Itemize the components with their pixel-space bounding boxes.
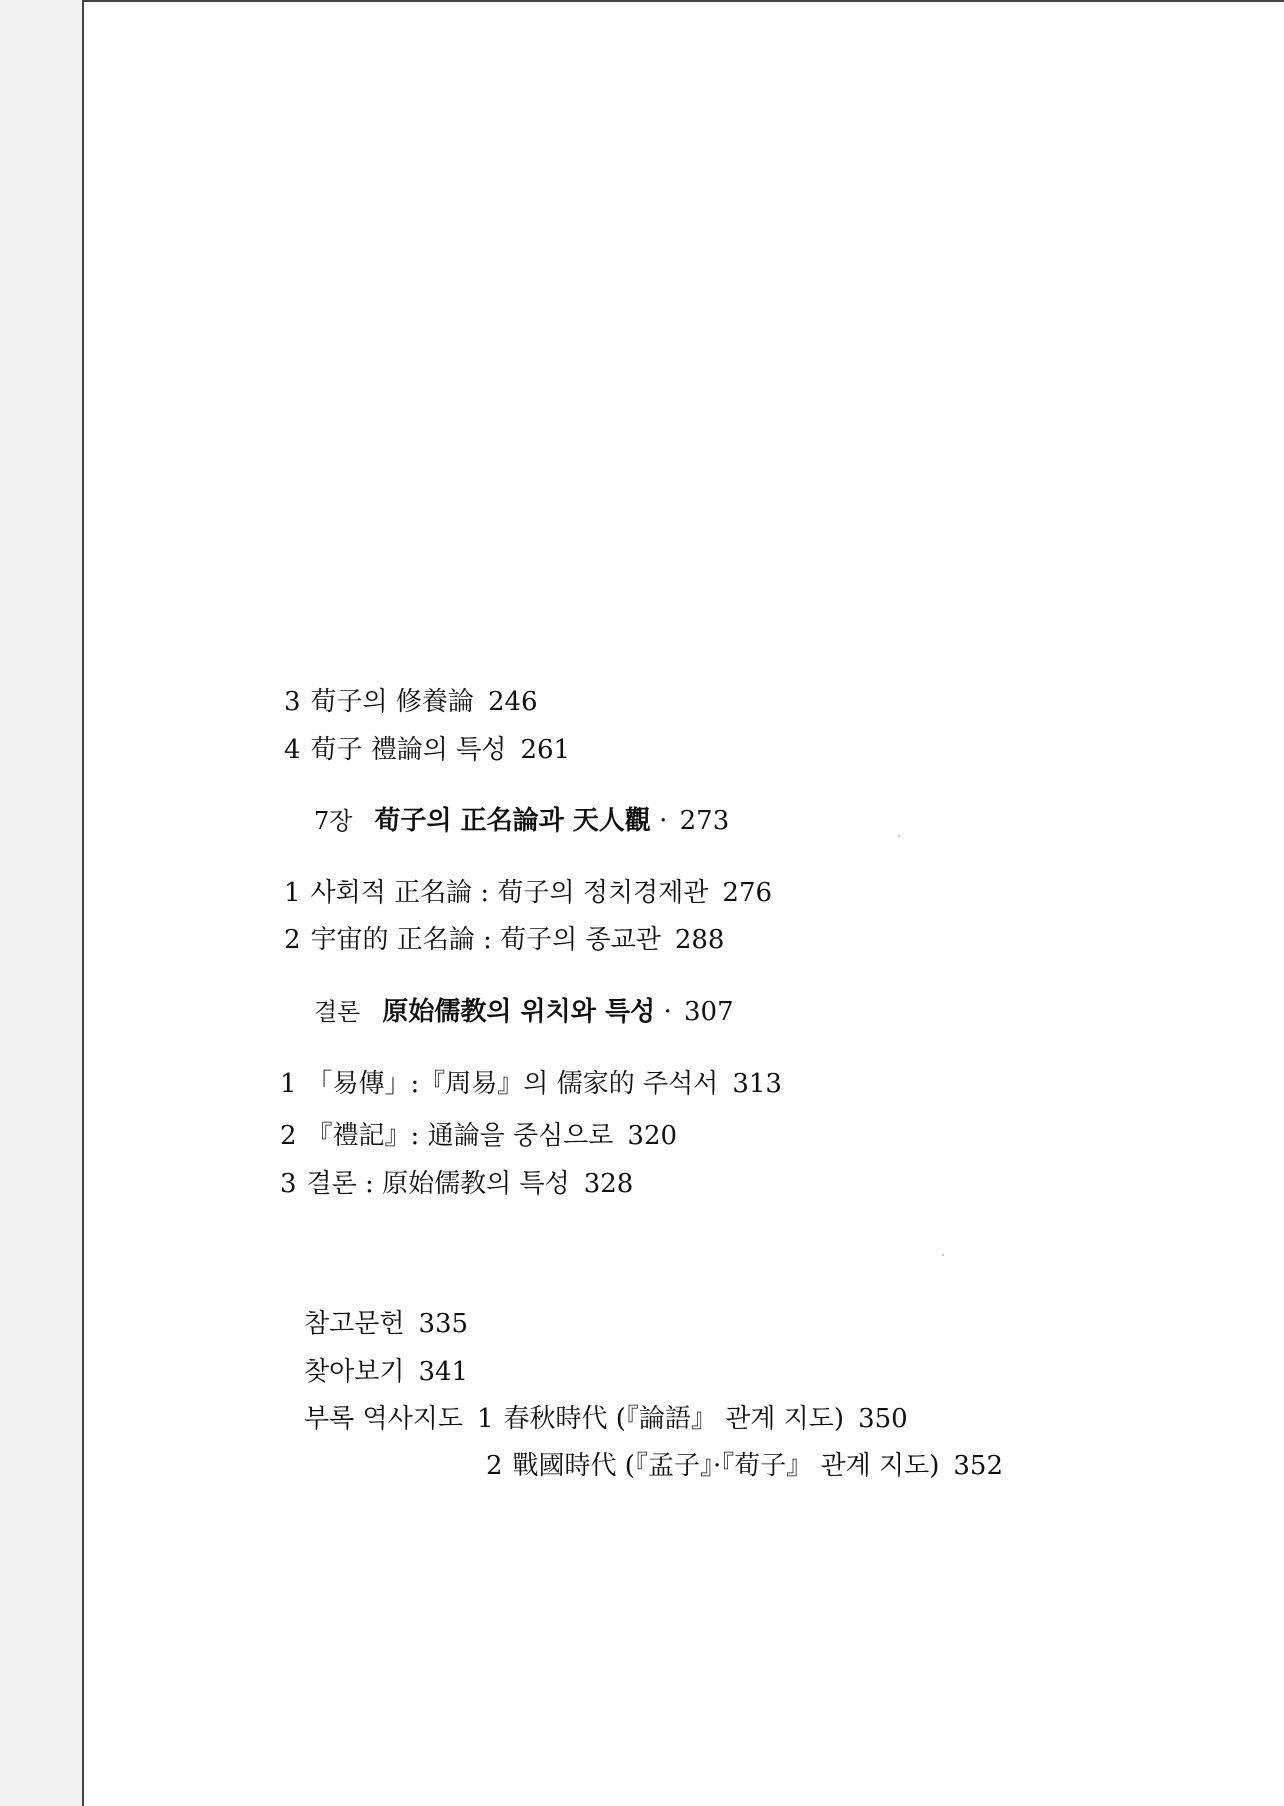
entry-title: 宇宙的 正名論 : 荀子의 종교관	[310, 925, 661, 955]
toc-entry	[284, 687, 538, 718]
chapter-page: 273	[679, 806, 730, 836]
toc-entry	[284, 925, 724, 956]
entry-number: 1	[476, 1404, 494, 1434]
entry-page: 350	[858, 1404, 908, 1434]
entry-page: 313	[732, 1069, 782, 1099]
toc-entry-appendix	[304, 1404, 908, 1435]
entry-number: 3	[284, 687, 301, 717]
toc-entry	[280, 1169, 633, 1200]
chapter-label: 결론	[314, 998, 361, 1026]
entry-number: 4	[284, 735, 301, 765]
appendix-label: 부록 역사지도	[304, 1404, 463, 1434]
entry-title: 참고문헌	[304, 1309, 405, 1339]
entry-page: 276	[722, 878, 773, 908]
entry-title: 찾아보기	[304, 1357, 405, 1387]
entry-page: 320	[627, 1121, 678, 1151]
entry-page: 352	[953, 1451, 1003, 1481]
entry-title: 戰國時代 (『孟子』·『荀子』 관계 지도)	[512, 1451, 940, 1481]
toc-entry-appendix	[486, 1451, 1003, 1482]
chapter-separator: ·	[659, 806, 668, 836]
scan-speck	[898, 835, 900, 837]
chapter-label: 7장	[314, 807, 353, 835]
entry-page: 341	[418, 1357, 469, 1387]
entry-number: 2	[284, 925, 301, 955]
book-page	[82, 0, 1284, 1806]
chapter-title: 荀子의 正名論과 天人觀	[374, 806, 651, 836]
entry-title: 결론 : 原始儒教의 특성	[306, 1169, 570, 1199]
entry-number: 1	[280, 1069, 297, 1099]
entry-page: 335	[418, 1309, 469, 1339]
entry-page: 288	[674, 925, 725, 955]
entry-title: 『禮記』: 通論을 중심으로	[306, 1121, 614, 1151]
scan-speck	[942, 1254, 944, 1256]
entry-page: 246	[487, 687, 538, 717]
entry-title: 荀子의 修養論	[310, 687, 474, 717]
entry-title: 荀子 禮論의 특성	[310, 735, 507, 765]
entry-number: 3	[280, 1169, 297, 1199]
toc-entry	[280, 1121, 677, 1152]
entry-number: 2	[486, 1451, 503, 1481]
entry-title: 사회적 正名論 : 荀子의 정치경제관	[310, 878, 709, 908]
toc-entry-index	[304, 1357, 468, 1388]
chapter-title: 原始儒教의 위치와 특성	[382, 997, 656, 1027]
entry-page: 328	[583, 1169, 634, 1199]
chapter-separator: ·	[663, 997, 672, 1027]
toc-entry	[284, 735, 570, 766]
chapter-page: 307	[683, 997, 734, 1027]
entry-page: 261	[520, 735, 571, 765]
entry-title: 春秋時代 (『論語』 관계 지도)	[503, 1404, 845, 1434]
chapter-heading	[314, 997, 734, 1027]
toc-entry	[284, 878, 772, 909]
toc-entry-references	[304, 1309, 468, 1340]
toc-entry	[280, 1069, 782, 1100]
entry-number: 1	[284, 878, 301, 908]
chapter-heading	[314, 806, 729, 836]
entry-title: 「易傳」:『周易』의 儒家的 주석서	[306, 1069, 719, 1099]
entry-number: 2	[280, 1121, 297, 1151]
